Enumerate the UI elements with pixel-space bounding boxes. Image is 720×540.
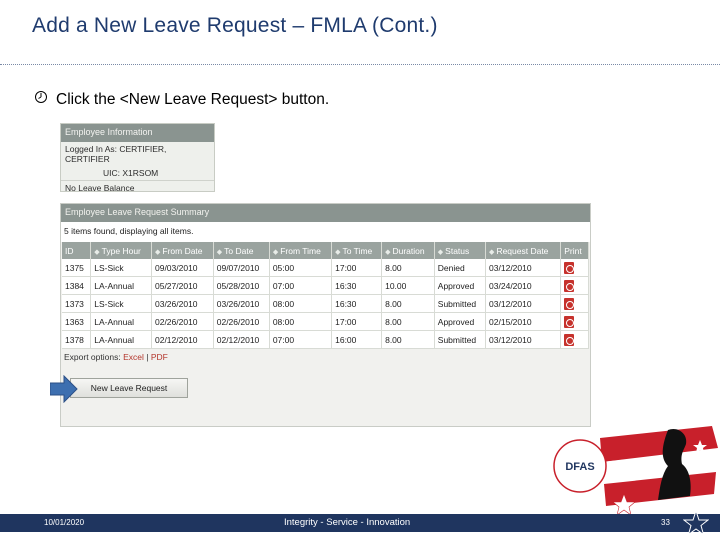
cell-request-date: 03/12/2010 [486,331,561,349]
export-pdf-link[interactable]: PDF [150,352,168,362]
cell-from-date: 02/12/2010 [151,331,213,349]
leave-summary-header: Employee Leave Request Summary [61,204,590,222]
cell-to-time: 16:30 [332,295,382,313]
export-excel-link[interactable]: Excel [123,352,144,362]
cell-status: Approved [434,313,485,331]
cell-id[interactable]: 1363 [62,313,91,331]
cell-print [561,313,589,331]
instruction-bullet [34,90,329,109]
cell-from-date: 05/27/2010 [151,277,213,295]
cell-from-time: 07:00 [269,277,331,295]
cell-to-date: 02/12/2010 [213,331,269,349]
cell-duration: 8.00 [382,313,435,331]
cell-from-time: 08:00 [269,313,331,331]
cell-type: LA-Annual [91,313,152,331]
cell-type: LS-Sick [91,295,152,313]
sort-icon: ◆ [385,248,391,256]
pointer-arrow-icon [50,375,78,403]
cell-id[interactable]: 1384 [62,277,91,295]
sort-icon: ◆ [335,248,341,256]
employee-info-panel [60,123,215,192]
column-header[interactable]: ◆ From Time [269,242,331,259]
cell-to-time: 17:00 [332,313,382,331]
cell-duration: 8.00 [382,259,435,277]
leave-balance: No Leave Balance [65,183,135,193]
cell-status: Submitted [434,331,485,349]
cell-type: LA-Annual [91,331,152,349]
column-header[interactable]: ID [62,242,91,259]
logged-in-as: Logged In As: CERTIFIER, CERTIFIER [65,144,167,164]
pdf-icon[interactable] [564,298,574,310]
cell-print [561,259,589,277]
export-label: Export options: [64,352,121,362]
sort-icon: ◆ [272,248,279,256]
column-header[interactable]: ◆ From Date [151,242,213,259]
slide-title: Add a New Leave Request – FMLA (Cont.) [32,14,438,37]
sort-icon: ◆ [94,248,100,256]
items-found-text: 5 items found, displaying all items. [61,222,590,242]
cell-type: LA-Annual [91,277,152,295]
cell-id[interactable]: 1378 [62,331,91,349]
page-number: 33 [661,518,670,527]
cell-print [561,277,589,295]
cell-request-date: 02/15/2010 [486,313,561,331]
footer-date: 10/01/2020 [44,518,85,527]
clock-bullet-icon [34,90,56,109]
cell-to-time: 16:30 [332,277,382,295]
table-row [62,259,589,277]
cell-from-date: 03/26/2010 [151,295,213,313]
cell-to-date: 03/26/2010 [213,295,269,313]
table-row [62,313,589,331]
cell-from-date: 09/03/2010 [151,259,213,277]
table-row [62,331,589,349]
uic-value: UIC: X1RSOM [103,168,159,178]
cell-duration: 10.00 [382,277,435,295]
pdf-icon[interactable] [564,316,574,328]
pdf-icon[interactable] [564,280,574,292]
cell-from-time: 07:00 [269,331,331,349]
cell-from-date: 02/26/2010 [151,313,213,331]
cell-print [561,331,589,349]
cell-from-time: 08:00 [269,295,331,313]
leave-request-table [62,242,589,349]
pdf-icon[interactable] [564,262,574,274]
cell-to-date: 02/26/2010 [213,313,269,331]
cell-id[interactable]: 1375 [62,259,91,277]
cell-request-date: 03/24/2010 [486,277,561,295]
sort-icon: ◆ [437,248,444,256]
cell-to-date: 05/28/2010 [213,277,269,295]
table-row [62,295,589,313]
star-icon [683,510,709,536]
column-header[interactable]: ◆ Duration [382,242,435,259]
sort-icon: ◆ [154,248,161,256]
cell-duration: 8.00 [382,331,435,349]
column-header[interactable]: ◆ Status [434,242,485,259]
title-divider [0,64,720,65]
svg-text:DFAS: DFAS [565,461,595,473]
cell-from-time: 05:00 [269,259,331,277]
cell-type: LS-Sick [91,259,152,277]
cell-request-date: 03/12/2010 [486,259,561,277]
instruction-text: Click the <New Leave Request> button. [56,90,330,108]
new-leave-request-button[interactable]: New Leave Request [70,378,188,398]
cell-duration: 8.00 [382,295,435,313]
cell-print [561,295,589,313]
column-header[interactable]: ◆ To Date [213,242,269,259]
table-row [62,277,589,295]
cell-status: Approved [434,277,485,295]
emblem-logo [540,420,720,516]
column-header: Print [561,242,589,259]
column-header[interactable]: ◆ Request Date [486,242,561,259]
cell-to-time: 16:00 [332,331,382,349]
table-header-row [62,242,589,259]
column-header[interactable]: ◆ Type Hour [91,242,152,259]
cell-id[interactable]: 1373 [62,295,91,313]
cell-status: Submitted [434,295,485,313]
sort-icon: ◆ [216,248,223,256]
export-options [61,349,590,365]
cell-request-date: 03/12/2010 [486,295,561,313]
footer-bar [0,514,720,532]
column-header[interactable]: ◆ To Time [332,242,382,259]
employee-info-header: Employee Information [61,124,214,142]
export-separator: | [146,352,149,362]
cell-to-time: 17:00 [332,259,382,277]
footer-tagline: Integrity - Service - Innovation [284,517,411,528]
sort-icon: ◆ [489,248,495,256]
cell-to-date: 09/07/2010 [213,259,269,277]
pdf-icon[interactable] [564,334,574,346]
cell-status: Denied [434,259,485,277]
